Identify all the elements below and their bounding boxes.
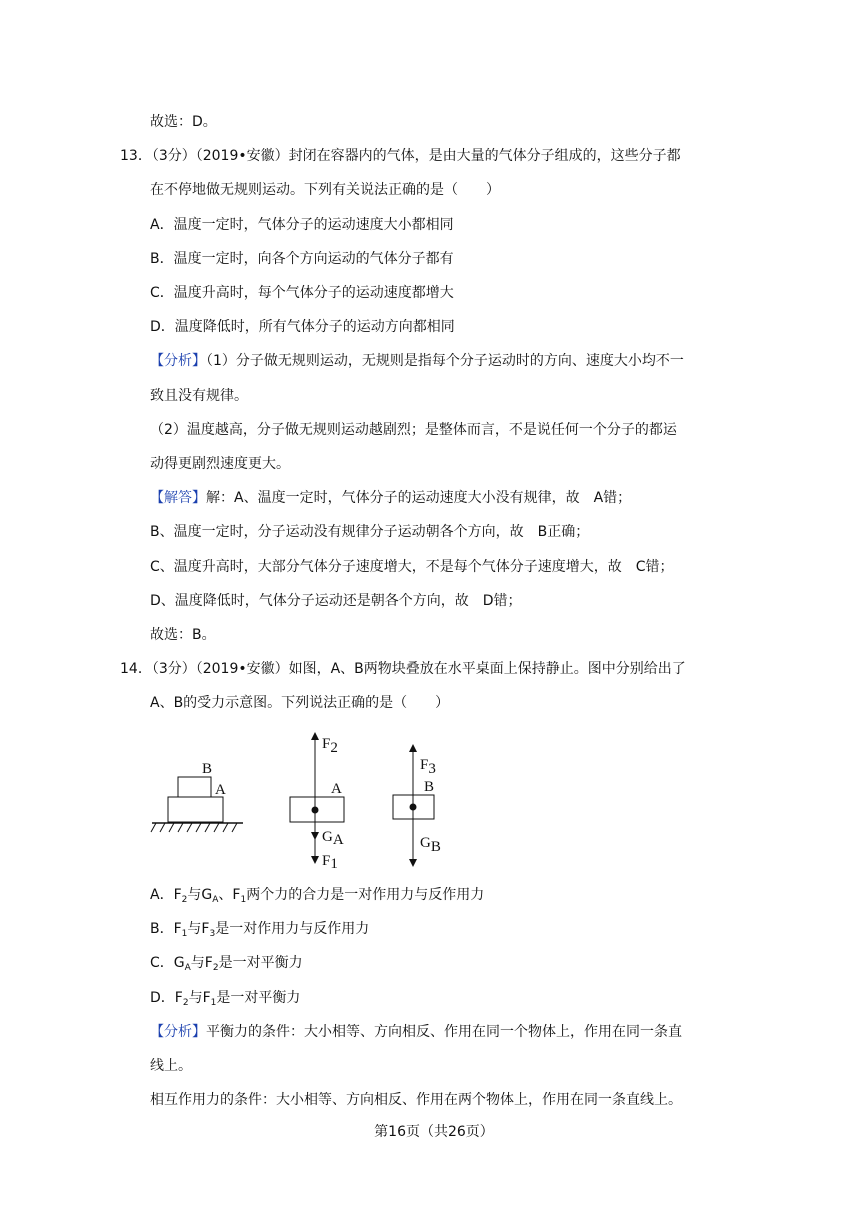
text-line xyxy=(150,885,484,910)
text-segment: （1）分子做无规则运动，无规则是指每个分子运动时的方向、速度大小均不一 xyxy=(206,353,684,370)
label-ga: GA xyxy=(322,829,344,848)
text-segment: 是一对作用力与反作用力 xyxy=(215,921,370,938)
text-line xyxy=(120,146,681,166)
text-segment: 与F xyxy=(188,989,211,1006)
label-b: B xyxy=(424,779,435,795)
text-segment: 致且没有规律。 xyxy=(150,387,248,404)
label-f2: F2 xyxy=(322,736,338,756)
text-line xyxy=(120,659,686,679)
text-segment: 14．（3分）（2019•安徽）如图，A、B两物块叠放在水平桌面上保持静止。图中分别给出了 xyxy=(120,661,686,678)
page-footer: 第16页（共26页） xyxy=(374,1124,494,1140)
subscript: 2 xyxy=(212,963,219,974)
section-tag: 【分析】 xyxy=(150,1023,206,1040)
body-a-force-figure xyxy=(290,736,344,872)
text-line xyxy=(150,591,522,611)
text-line xyxy=(150,317,455,337)
text-segment: 故选：D。 xyxy=(150,114,217,130)
body-b-force-figure xyxy=(393,748,441,863)
text-segment: C、温度升高时，大部分气体分子速度增大，不是每个气体分子速度增大，故 C错； xyxy=(150,558,674,575)
subscript: 2 xyxy=(182,997,189,1008)
subscript: 1 xyxy=(181,929,188,940)
subscript: 3 xyxy=(209,929,216,940)
text-segment: D、温度降低时，气体分子运动还是朝各个方向，故 D错； xyxy=(150,592,522,609)
label-b: B xyxy=(202,761,213,777)
text-line xyxy=(150,454,290,474)
text-segment: 13．（3分）（2019•安徽）封闭在容器内的气体，是由大量的气体分子组成的，这些分子都 xyxy=(120,148,681,165)
section-tag: 【分析】 xyxy=(150,353,206,370)
text-line xyxy=(150,1022,682,1042)
text-line xyxy=(150,112,217,132)
text-line xyxy=(150,180,500,200)
text-line xyxy=(150,953,303,978)
subscript: A xyxy=(212,895,219,905)
subscript: 1 xyxy=(240,895,247,905)
text-segment: D．F xyxy=(150,989,183,1006)
text-line xyxy=(150,1090,682,1110)
text-line xyxy=(150,693,449,713)
text-segment: 是一对平衡力 xyxy=(216,989,301,1006)
text-segment: C．温度升高时，每个气体分子的运动速度都增大 xyxy=(150,285,454,301)
label-a: A xyxy=(331,781,342,797)
text-line xyxy=(150,625,216,645)
label-f3: F3 xyxy=(420,757,436,777)
text-segment: 是一对平衡力 xyxy=(218,955,303,972)
text-segment: B．温度一定时，向各个方向运动的气体分子都有 xyxy=(150,250,454,267)
text-line xyxy=(150,488,631,508)
stacked-blocks-figure xyxy=(151,761,243,832)
text-line xyxy=(150,386,248,406)
section-tag: 【解答】 xyxy=(150,490,206,507)
text-segment: 、F xyxy=(218,887,241,903)
text-segment: 在不停地做无规则运动。下列有关说法正确的是（ ） xyxy=(150,182,500,199)
text-segment: 与F xyxy=(187,921,210,938)
text-line xyxy=(150,249,454,269)
label-a: A xyxy=(215,782,226,798)
label-f1: F1 xyxy=(322,853,338,872)
text-segment: B、温度一定时，分子运动没有规律分子运动朝各个方向，故 B正确； xyxy=(150,524,590,541)
text-line xyxy=(150,1056,192,1076)
text-segment: D．温度降低时，所有气体分子的运动方向都相同 xyxy=(150,319,455,336)
text-line xyxy=(150,215,454,235)
text-line xyxy=(150,351,684,371)
text-segment: 与G xyxy=(187,887,213,903)
text-segment: A．温度一定时，气体分子的运动速度大小都相同 xyxy=(150,216,454,233)
label-gb: GB xyxy=(420,835,441,855)
text-line xyxy=(150,420,677,440)
text-line xyxy=(150,919,369,944)
text-segment: 故选：B。 xyxy=(150,627,216,643)
text-line xyxy=(150,283,454,303)
text-line xyxy=(150,988,300,1013)
text-segment: 两个力的合力是一对作用力与反作用力 xyxy=(246,887,485,903)
text-segment: B．F xyxy=(150,921,182,938)
force-diagram xyxy=(140,720,460,880)
text-line xyxy=(150,557,674,577)
text-segment: A．F xyxy=(150,887,182,903)
subscript: 2 xyxy=(181,895,188,905)
text-segment: 线上。 xyxy=(150,1058,192,1074)
text-segment: 平衡力的条件：大小相等、方向相反、作用在同一个物体上，作用在同一条直 xyxy=(206,1023,682,1040)
text-segment: 解：A、温度一定时，气体分子的运动速度大小没有规律，故 A错； xyxy=(206,490,632,507)
text-segment: 动得更剧烈速度更大。 xyxy=(150,456,290,472)
text-segment: C．G xyxy=(150,955,185,972)
text-segment: 相互作用力的条件：大小相等、方向相反、作用在两个物体上，作用在同一条直线上。 xyxy=(150,1092,682,1109)
subscript: 1 xyxy=(210,997,217,1008)
text-segment: 与F xyxy=(190,955,213,972)
text-segment: （2）温度越高，分子做无规则运动越剧烈；是整体而言，不是说任何一个分子的都运 xyxy=(150,421,677,438)
text-line xyxy=(150,522,589,542)
text-segment: A、B的受力示意图。下列说法正确的是（ ） xyxy=(150,695,450,712)
subscript: A xyxy=(184,963,191,974)
